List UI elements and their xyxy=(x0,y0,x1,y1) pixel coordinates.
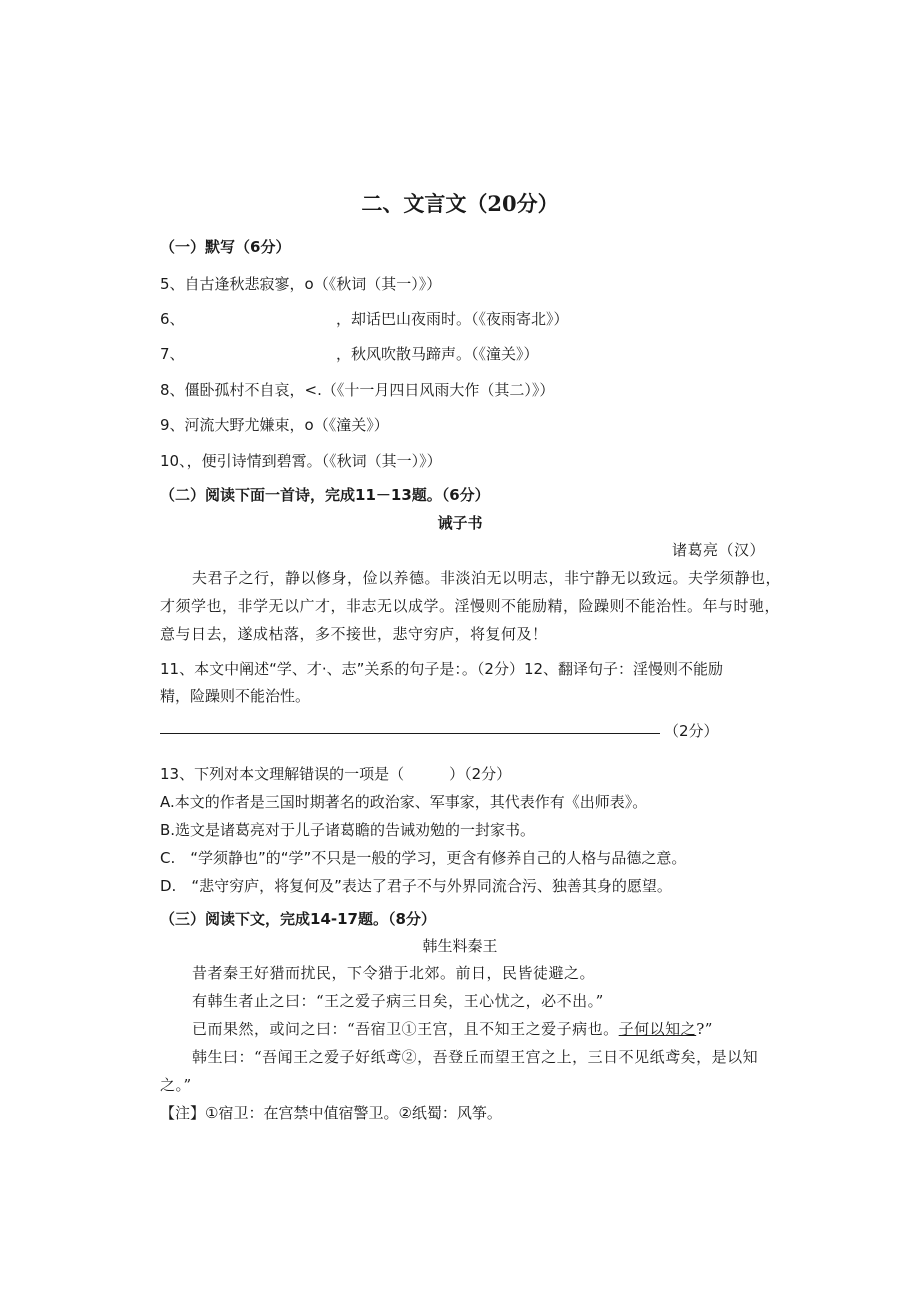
poem-line-2: 才须学也，非学无以广才，非志无以成学。淫慢则不能励精，险躁则不能治性。年与时驰， xyxy=(160,597,781,615)
fill-item-7-number: 7、 xyxy=(160,345,185,363)
fill-item-9: 9、河流大野尤嫌束，o（《潼关》） xyxy=(160,416,389,434)
poem-line-1: 夫君子之行，静以修身，俭以养德。非淡泊无以明志，非宁静无以致远。夫学须静也， xyxy=(192,569,782,587)
option-c: C. “学须静也”的“学”不只是一般的学习，更含有修养自己的人格与品德之意。 xyxy=(160,849,687,867)
fill-item-6-number: 6、 xyxy=(160,310,185,328)
fill-item-10: 10、，便引诗情到碧霄。（《秋词（其一）》） xyxy=(160,452,442,470)
page-title: 二、文言文（20分） xyxy=(361,191,559,216)
passage-line-4: 韩生曰：“吾闻王之爱子好纸鸢②，吾登丘而望王宫之上，三日不见纸鸢矣，是以知 xyxy=(192,1048,759,1066)
poem-title: 诫子书 xyxy=(437,514,483,532)
option-b: B.选文是诸葛亮对于儿子诸葛瞻的告诫劝勉的一封家书。 xyxy=(160,821,536,839)
poem-line-3: 意与日去，遂成枯落，多不接世，悲守穷庐，将复何及！ xyxy=(160,625,548,643)
section2-heading: （二）阅读下面一首诗，完成11－13题。（6分） xyxy=(160,486,490,504)
fill-item-6-text: ，却话巴山夜雨时。（《夜雨寄北》） xyxy=(336,310,569,328)
passage-line-1: 昔者秦王好猎而扰民，下令猎于北郊。前日，民皆徒避之。 xyxy=(192,964,596,982)
answer-score: （2分） xyxy=(664,722,719,740)
passage-title: 韩生料秦王 xyxy=(422,937,498,955)
passage-line-3-end: ?” xyxy=(696,1020,713,1038)
section3-heading: （三）阅读下文，完成14-17题。（8分） xyxy=(160,910,436,928)
fill-item-5: 5、自古逢秋悲寂寥，o（《秋词（其一）》） xyxy=(160,275,442,293)
section1-heading: （一）默写（6分） xyxy=(160,238,291,256)
question-11-line-2: 精，险躁则不能治性。 xyxy=(160,687,311,705)
poem-author: 诸葛亮（汉） xyxy=(672,541,766,559)
option-a: A.本文的作者是三国时期著名的政治家、军事家，其代表作有《出师表》。 xyxy=(160,793,648,811)
passage-line-3 xyxy=(192,1018,713,1039)
question-11-line-1: 11、本文中阐述“学、才·、志”关系的句子是：。（2分）12、翻译句子：淫慢则不能励 xyxy=(160,660,724,678)
fill-item-7-text: ，秋风吹散马蹄声。（《潼关》） xyxy=(336,345,539,363)
passage-line-2: 有韩生者止之曰：“王之爱子病三日矣，王心忧之，必不出。” xyxy=(192,992,604,1010)
question-13: 13、下列对本文理解错误的一项是（ ）（2分） xyxy=(160,765,512,783)
passage-underlined-phrase: 子何以知之 xyxy=(618,1020,697,1038)
fill-item-8: 8、僵卧孤村不自哀，<.（《十一月四日风雨大作（其二）》） xyxy=(160,381,555,399)
passage-line-5: 之。” xyxy=(160,1076,192,1094)
passage-note: 【注】①宿卫：在宫禁中值宿警卫。②纸蜀：风筝。 xyxy=(160,1104,502,1122)
answer-line[interactable] xyxy=(160,733,660,734)
passage-line-3-text: 已而果然，或问之曰：“吾宿卫①王宫，且不知王之爱子病也。 xyxy=(192,1020,619,1038)
option-d: D. “悲守穷庐，将复何及”表达了君子不与外界同流合污、独善其身的愿望。 xyxy=(160,877,672,895)
